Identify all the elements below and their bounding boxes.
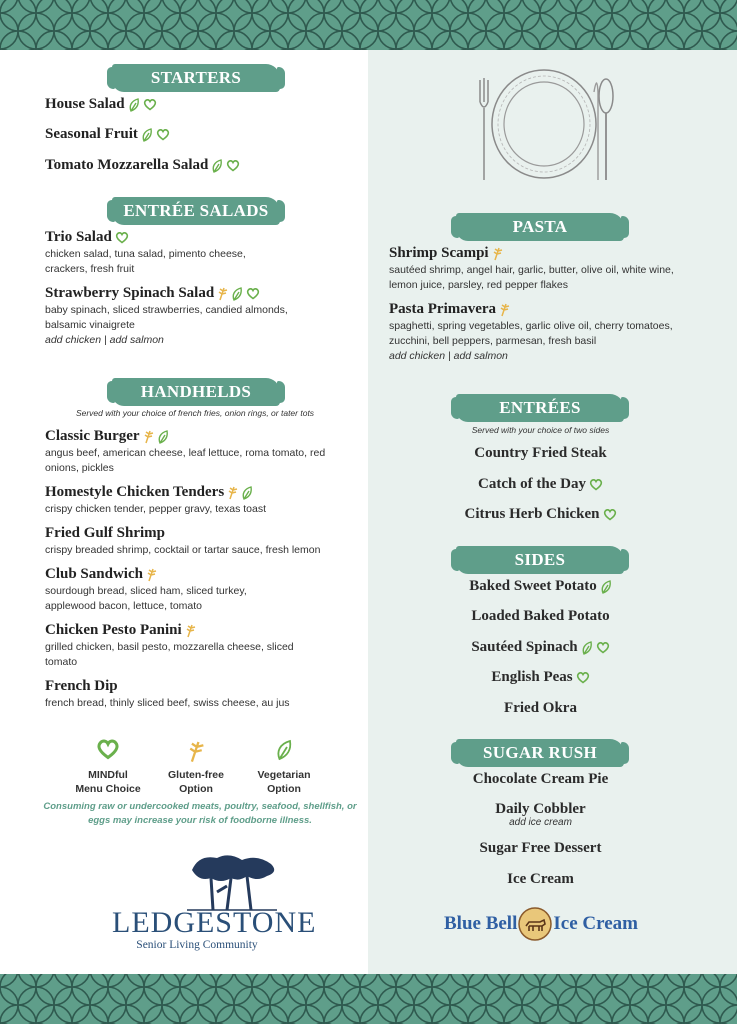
wheat-icon xyxy=(143,429,154,444)
legend-gluten-free xyxy=(151,738,241,796)
heart-icon xyxy=(115,231,129,244)
item-name: Daily Cobbler xyxy=(495,801,586,817)
brand-left: Blue Bell xyxy=(444,913,518,934)
menu-item xyxy=(368,871,713,888)
menu-item xyxy=(368,840,713,857)
ledgestone-logo xyxy=(112,852,317,952)
legend-vegetarian xyxy=(239,738,329,796)
menu-item xyxy=(368,476,713,493)
item-description: baby spinach, sliced strawberries, candied almonds, balsamic vinaigrete xyxy=(45,304,288,331)
item-name: House Salad xyxy=(45,96,125,112)
bottom-pattern-band xyxy=(0,974,737,1024)
menu-item xyxy=(368,771,713,788)
item-name: French Dip xyxy=(45,678,118,694)
leaf-icon xyxy=(141,128,153,142)
brand-right: Ice Cream xyxy=(553,913,638,934)
wheat-icon xyxy=(187,738,205,764)
item-description: chicken salad, tuna salad, pimento cheese, crackers, fresh fruit xyxy=(45,248,246,275)
section-header-pasta: PASTA xyxy=(456,213,624,241)
heart-icon xyxy=(576,671,590,684)
menu-item xyxy=(45,285,345,348)
leaf-icon xyxy=(581,641,593,655)
leaf-icon xyxy=(241,486,253,500)
legend-label: Menu Choice xyxy=(75,783,141,795)
item-name: Strawberry Spinach Salad xyxy=(45,285,215,301)
item-name: Sautéed Spinach xyxy=(471,639,578,655)
wheat-icon xyxy=(217,286,228,301)
menu-item xyxy=(45,525,355,558)
section-header-entrees: ENTRÉES xyxy=(456,394,624,422)
leaf-icon xyxy=(600,580,612,594)
section-header-sides: SIDES xyxy=(456,546,624,574)
menu-item xyxy=(368,700,713,717)
item-description: sourdough bread, sliced ham, sliced turkey, applewood bacon, lettuce, tomato xyxy=(45,585,247,612)
heart-icon xyxy=(596,641,610,654)
item-description: crispy chicken tender, pepper gravy, texas toast xyxy=(45,503,267,515)
plate-illustration xyxy=(470,62,620,184)
dietary-legend xyxy=(60,738,350,798)
wheat-icon xyxy=(146,567,157,582)
legend-label: Vegetarian xyxy=(257,769,311,781)
menu-item xyxy=(45,622,345,670)
item-name: Catch of the Day xyxy=(478,476,586,492)
menu-item xyxy=(45,157,240,174)
wheat-icon xyxy=(499,302,510,317)
trees-icon xyxy=(187,852,277,912)
leaf-icon xyxy=(275,738,293,762)
heart-icon xyxy=(589,478,603,491)
item-name: Citrus Herb Chicken xyxy=(464,506,600,522)
menu-item xyxy=(368,801,713,828)
menu-item xyxy=(389,301,689,364)
item-name: Country Fried Steak xyxy=(474,445,607,461)
item-description: crispy breaded shrimp, cocktail or tartar sauce, fresh lemon xyxy=(45,544,321,556)
section-header-sugar-rush: SUGAR RUSH xyxy=(456,739,624,767)
blue-bell-logo xyxy=(444,906,644,942)
wheat-icon xyxy=(185,623,196,638)
menu-item xyxy=(368,506,713,523)
menu-item xyxy=(368,578,713,595)
heart-icon xyxy=(96,738,120,760)
heart-icon xyxy=(226,159,240,172)
section-header-entree-salads: ENTRÉE SALADS xyxy=(112,197,280,225)
item-name: Ice Cream xyxy=(507,871,574,887)
item-description: spaghetti, spring vegetables, garlic olive oil, cherry tomatoes, zucchini, bell peppers, parmesan, fresh basil xyxy=(389,320,673,347)
item-name: Tomato Mozzarella Salad xyxy=(45,157,209,173)
leaf-icon xyxy=(231,287,243,301)
item-name: Club Sandwich xyxy=(45,566,143,582)
wheat-icon xyxy=(492,246,503,261)
item-name: English Peas xyxy=(491,669,573,685)
legend-mindful xyxy=(63,738,153,796)
menu-item xyxy=(368,639,713,656)
item-name: Loaded Baked Potato xyxy=(471,608,610,624)
menu-item xyxy=(45,126,170,143)
legend-label: Option xyxy=(179,783,213,795)
logo-tagline: Senior Living Community xyxy=(136,939,258,951)
section-note: Served with your choice of french fries, onion rings, or tater tots xyxy=(75,408,315,418)
item-note: add ice cream xyxy=(509,817,572,828)
legend-label: Gluten-free xyxy=(167,769,224,781)
leaf-icon xyxy=(211,159,223,173)
item-description: sautéed shrimp, angel hair, garlic, butter, olive oil, white wine, lemon juice, parsley, red pepper flakes xyxy=(389,264,674,291)
menu-item xyxy=(45,484,345,517)
item-name: Pasta Primavera xyxy=(389,301,497,317)
item-description: french bread, thinly sliced beef, swiss cheese, au jus xyxy=(45,697,290,709)
item-addons: add chicken | add salmon xyxy=(389,350,508,362)
section-header-handhelds: HANDHELDS xyxy=(112,378,280,406)
menu-item xyxy=(45,678,345,711)
item-name: Baked Sweet Potato xyxy=(469,578,597,594)
heart-icon xyxy=(156,128,170,141)
item-name: Trio Salad xyxy=(45,229,112,245)
heart-icon xyxy=(603,508,617,521)
menu-item xyxy=(45,229,345,277)
foodborne-warning: Consuming raw or undercooked meats, poultry, seafood, shellfish, or eggs may increase your risk of foodborne illness. xyxy=(43,801,357,826)
logo-wordmark: LEDGESTONE xyxy=(112,906,317,939)
menu-item xyxy=(45,96,157,113)
heart-icon xyxy=(246,287,260,300)
menu-item xyxy=(368,608,713,625)
legend-label: MINDful xyxy=(88,769,128,781)
item-description: angus beef, american cheese, leaf lettuce, roma tomato, red onions, pickles xyxy=(45,447,326,474)
menu-item xyxy=(368,669,713,686)
section-header-starters: STARTERS xyxy=(112,64,280,92)
top-pattern-band xyxy=(0,0,737,50)
menu-item xyxy=(45,428,345,476)
item-name: Homestyle Chicken Tenders xyxy=(45,484,225,500)
legend-label: Option xyxy=(267,783,301,795)
item-addons: add chicken | add salmon xyxy=(45,334,164,346)
heart-icon xyxy=(143,98,157,111)
section-note: Served with your choice of two sides xyxy=(471,425,610,435)
item-name: Chicken Pesto Panini xyxy=(45,622,182,638)
item-description: grilled chicken, basil pesto, mozzarella cheese, sliced tomato xyxy=(45,641,294,668)
item-name: Fried Gulf Shrimp xyxy=(45,525,166,541)
item-name: Shrimp Scampi xyxy=(389,245,489,261)
item-name: Sugar Free Dessert xyxy=(479,840,602,856)
leaf-icon xyxy=(128,98,140,112)
menu-item xyxy=(368,445,713,462)
item-name: Classic Burger xyxy=(45,428,140,444)
menu-item xyxy=(45,566,345,614)
cow-badge-icon xyxy=(518,907,552,941)
leaf-icon xyxy=(157,430,169,444)
item-name: Fried Okra xyxy=(504,700,577,716)
menu-item xyxy=(389,245,689,293)
wheat-icon xyxy=(227,485,238,500)
item-name: Seasonal Fruit xyxy=(45,126,138,142)
item-name: Chocolate Cream Pie xyxy=(472,771,609,787)
